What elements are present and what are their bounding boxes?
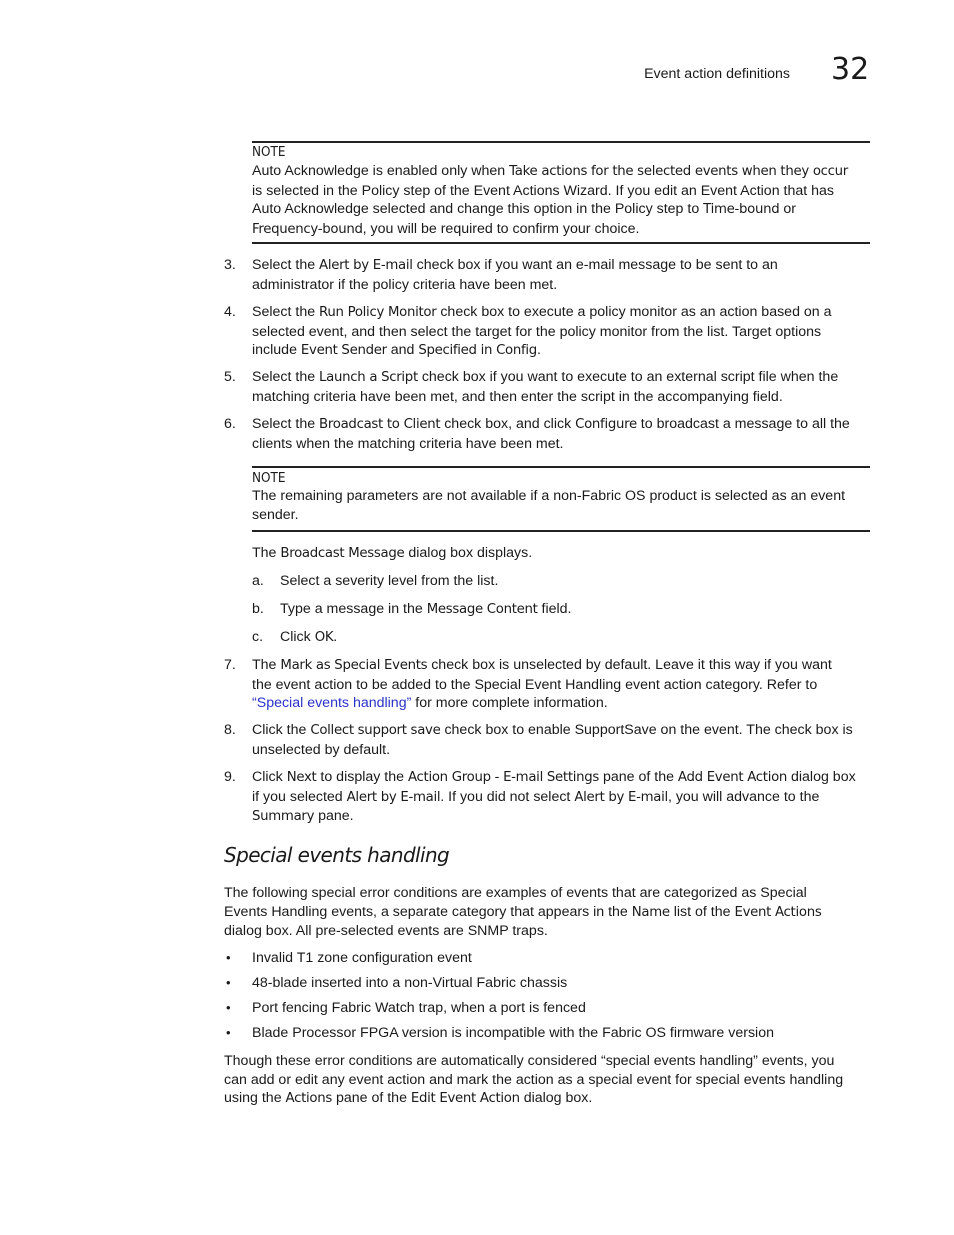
bullet-item: Blade Processor FPGA version is incompatible with the Fabric OS firmware version (252, 1025, 774, 1041)
bullet-marker: • (226, 1000, 231, 1015)
cross-reference-link[interactable]: “Special events handling” (252, 695, 412, 712)
note-body: The remaining parameters are not available if a non-Fabric OS product is selected as an event sender. (252, 488, 846, 523)
step-text: Select the Run Policy Monitor check box to execute a policy monitor as an action based on a selected event, and then select the target for the policy monitor from the list. Target options include Event Sender and Specified in Config. (252, 304, 832, 359)
step-number: 6. (224, 416, 236, 432)
bullet-marker: • (226, 950, 231, 965)
chapter-number: 32 (831, 52, 870, 87)
bullet-item: 48-blade inserted into a non-Virtual Fabric chassis (252, 975, 568, 991)
paragraph: The Broadcast Message dialog box displays. (252, 545, 533, 561)
substep-letter: b. (252, 601, 264, 617)
note-top-rule (252, 141, 870, 143)
step-number: 4. (224, 304, 236, 320)
bullet-marker: • (226, 975, 231, 990)
section-paragraph: The following special error conditions are examples of events that are categorized as Special Events Handling events, a separate category that appears in the Name list of the Event Actions dialog box. All pre-selected events are SNMP traps. (224, 885, 822, 940)
bullet-item: Invalid T1 zone configuration event (252, 950, 472, 966)
note-line: Auto Acknowledge is enabled only when Take actions for the selected events when they occur (252, 163, 848, 179)
section-heading: Special events handling (224, 843, 450, 867)
step-number: 7. (224, 657, 236, 673)
substep-letter: c. (252, 629, 264, 645)
step-text: Select the Alert by E-mail check box if you want an e-mail message to be sent to an administrator if the policy criteria have been met. (252, 257, 778, 293)
running-header-title: Event action definitions (644, 66, 790, 82)
bullet-marker: • (226, 1025, 231, 1040)
note-line: is selected in the Policy step of the Event Actions Wizard. If you edit an Event Action that has (252, 182, 835, 199)
note-body (252, 162, 874, 239)
step-text: The Mark as Special Events check box is unselected by default. Leave it this way if you want the event action to be added to the Special Event Handling event action category. Refer to “Special events handling” for more complete information. (252, 657, 832, 712)
bullet-item: Port fencing Fabric Watch trap, when a port is fenced (252, 1000, 586, 1016)
note-line: Auto Acknowledge selected and change this option in the Policy step to Time-bound or (252, 201, 796, 218)
step-text: Click Next to display the Action Group - E-mail Settings pane of the Add Event Action dialog box if you selected Alert by E-mail. If you did not select Alert by E-mail, you will advance to the Summary pane. (252, 769, 856, 825)
substep-letter: a. (252, 573, 264, 589)
step-number: 5. (224, 369, 236, 385)
substep-text: Type a message in the Message Content field. (280, 601, 572, 617)
note-bottom-rule (252, 530, 870, 532)
step-number: 3. (224, 257, 236, 273)
step-text: Select the Broadcast to Client check box, and click Configure to broadcast a message to all the clients when the matching criteria have been met. (252, 416, 850, 452)
section-paragraph: Though these error conditions are automatically considered “special events handling” events, you can add or edit any event action and mark the action as a special event for special events handling using the Actions pane of the Edit Event Action dialog box. (224, 1053, 844, 1107)
note-label: NOTE (252, 145, 286, 160)
note-label: NOTE (252, 471, 286, 486)
step-text: Select the Launch a Script check box if you want to execute to an external script file when the matching criteria have been met, and then enter the script in the accompanying field. (252, 369, 839, 405)
note-bottom-rule (252, 242, 870, 244)
step-text: Click the Collect support save check box to enable SupportSave on the event. The check box is unselected by default. (252, 722, 853, 758)
step-number: 8. (224, 722, 236, 738)
note-top-rule (252, 466, 870, 468)
step-number: 9. (224, 769, 236, 785)
substep-text: Click OK. (280, 629, 338, 645)
substep-text: Select a severity level from the list. (280, 573, 499, 589)
note-line: Frequency-bound, you will be required to confirm your choice. (252, 220, 640, 237)
